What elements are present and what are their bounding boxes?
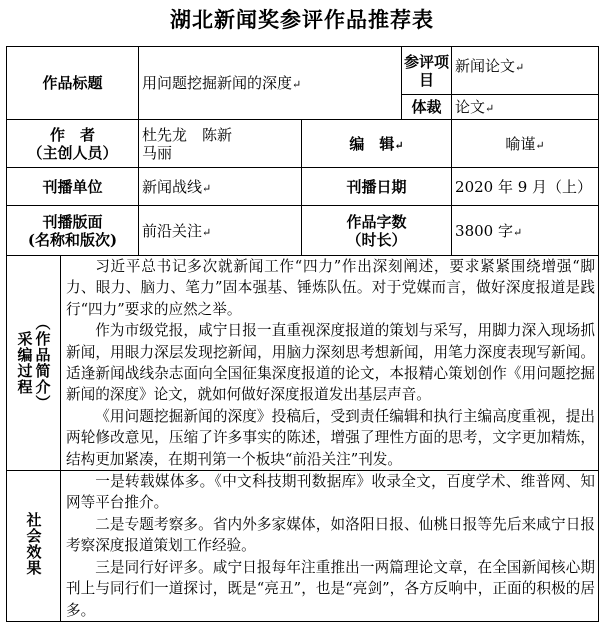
effect-label-text: 社会效果 xyxy=(24,511,43,576)
category-value: 新闻论文↵ xyxy=(452,47,599,95)
author-value-line1: 杜先龙 陈新 xyxy=(142,125,233,144)
row-process xyxy=(7,256,599,471)
section-label-line2: (名称和版次) xyxy=(27,230,118,249)
row-effect xyxy=(7,471,599,622)
section-label-line1: 刊播版面 xyxy=(42,212,103,231)
row-work-title xyxy=(7,47,599,95)
category-label: 参评项目 xyxy=(402,47,452,95)
process-label xyxy=(7,256,61,471)
author-value xyxy=(139,120,302,168)
author-label-line2: （主创人员） xyxy=(27,143,118,162)
editor-value: 喻谨↵ xyxy=(452,120,599,168)
word-count-label-line2: （时长） xyxy=(346,230,407,249)
row-author xyxy=(7,120,599,168)
section-value: 前沿关注↵ xyxy=(139,206,302,256)
form-title: 湖北新闻奖参评作品推荐表 xyxy=(170,7,434,32)
word-count-value: 3800 字↵ xyxy=(452,206,599,256)
effect-text xyxy=(61,471,599,622)
process-text xyxy=(61,256,599,471)
process-label-b: （作品简介） xyxy=(33,315,52,412)
work-title-label: 作品标题 xyxy=(7,47,139,120)
section-label xyxy=(7,206,139,256)
effect-paragraph-2: 二是专题考察多。省内外多家媒体，如洛阳日报、仙桃日报等先后来咸宁日报考察深度报道策划工作经验。 xyxy=(66,515,596,555)
word-count-label-line1: 作品字数 xyxy=(346,212,407,231)
row-publisher xyxy=(7,168,599,206)
recommendation-table xyxy=(6,46,599,622)
publisher-label: 刊播单位 xyxy=(7,168,139,206)
effect-paragraph-1: 一是转载媒体多。《中文科技期刊数据库》收录全文，百度学术、维普网、知网等平台推介。 xyxy=(66,473,596,512)
word-count-label xyxy=(302,206,452,256)
publisher-value: 新闻战线↵ xyxy=(139,168,302,206)
genre-label: 体裁 xyxy=(402,95,452,120)
editor-label: 编 辑↵ xyxy=(302,120,452,168)
work-title-value: 用问题挖掘新闻的深度↵ xyxy=(139,47,402,120)
author-label-line1: 作 者 xyxy=(50,125,96,144)
effect-label xyxy=(7,471,61,622)
row-section xyxy=(7,206,599,256)
process-label-a: 采编过程 xyxy=(15,331,34,396)
pub-date-label: 刊播日期 xyxy=(302,168,452,206)
author-value-line2: 马丽 xyxy=(142,143,173,162)
author-label xyxy=(7,120,139,168)
genre-value: 论文↵ xyxy=(452,95,599,120)
process-paragraph-2: 作为市级党报，咸宁日报一直重视深度报道的策划与采写，用脚力深入现场抓新闻，用眼力深层发现挖新闻，用脑力深刻思考想新闻，用笔力深度表现写新闻。适逢新闻战线杂志面向全国征集深度报道的论文，本报精心策划创作《用问题挖掘新闻的深度》论文，就如何做好深度报道发出基层声音。 xyxy=(66,322,596,404)
process-paragraph-1: 习近平总书记多次就新闻工作“四力”作出深刻阐述，要求紧紧围绕增强“脚力、眼力、脑力、笔力”固本强基、锤炼队伍。对于党媒而言，做好深度报道是践行“四力”要求的应然之举。 xyxy=(66,258,596,318)
pub-date-value: 2020 年 9 月（上） xyxy=(452,168,599,206)
effect-paragraph-3: 三是同行好评多。咸宁日报每年注重推出一两篇理论文章，在全国新闻核心期刊上与同行们一道探讨，既是“亮丑”，也是“亮剑”，各方反响中，正面的积极的居多。 xyxy=(66,558,596,619)
process-paragraph-3: 《用问题挖掘新闻的深度》投稿后，受到责任编辑和执行主编高度重视，提出两轮修改意见，压缩了许多事实的陈述，增强了理性方面的思考，文字更加精炼，结构更加紧凑，在期刊第一个板块“前沿关注”刊发。 xyxy=(66,407,596,468)
